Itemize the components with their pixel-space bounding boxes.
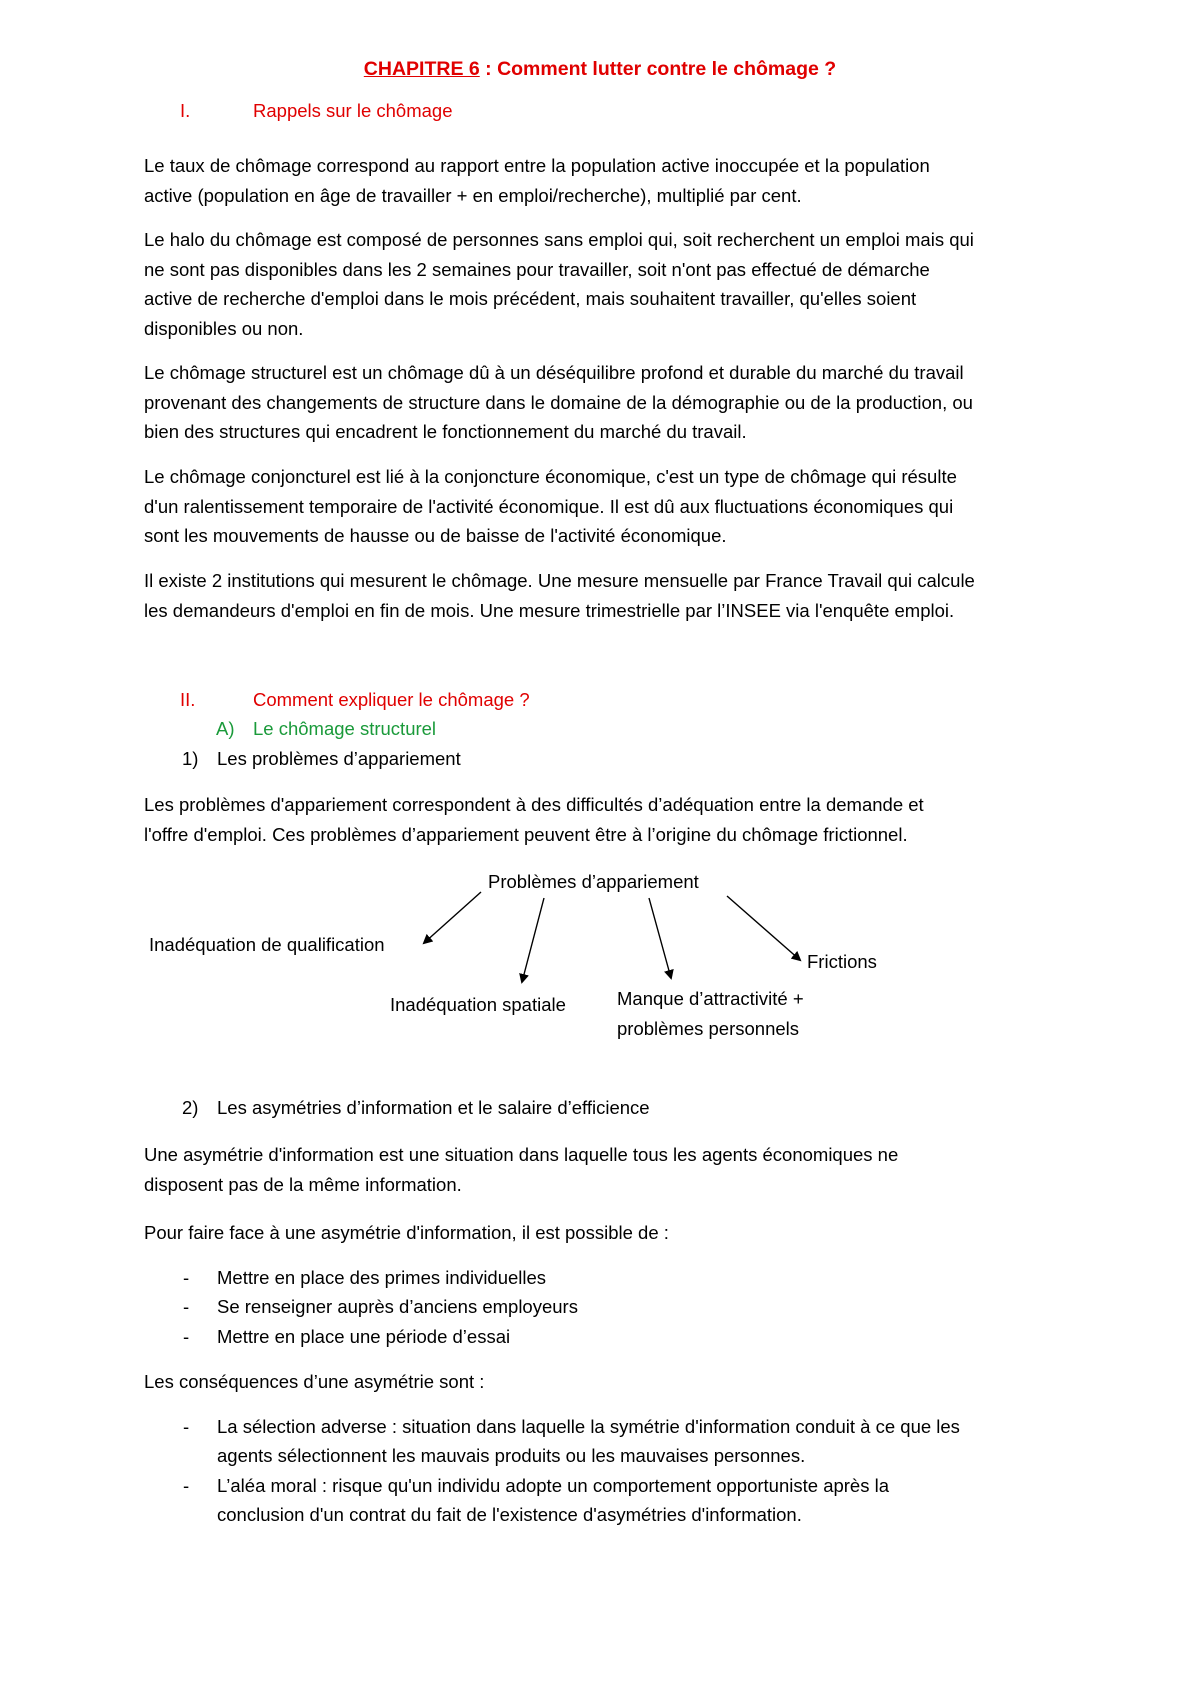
- diagram-root-label: Problèmes d’appariement: [488, 871, 699, 892]
- list-item-alea-moral: L’aléa moral : risque qu'un individu adopte un comportement opportuniste après la: [217, 1475, 890, 1496]
- subsection-a-heading: Le chômage structurel: [253, 718, 437, 739]
- list-bullet: -: [183, 1296, 190, 1317]
- paragraph-faire-face: Pour faire face à une asymétrie d'information, il est possible de :: [144, 1222, 669, 1243]
- list-item: Mettre en place une période d’essai: [217, 1326, 511, 1347]
- diagram-qualification-label: Inadéquation de qualification: [149, 934, 385, 955]
- list-item: Se renseigner auprès d’anciens employeurs: [217, 1296, 578, 1317]
- section-1-number: I.: [180, 100, 191, 121]
- paragraph-asymetrie: Une asymétrie d'information est une situation dans laquelle tous les agents économiques ne disposent pas de la même information.: [144, 1144, 899, 1195]
- arrow-to-attractivite: [649, 898, 671, 978]
- chapter-title-text: : Comment lutter contre le chômage ?: [479, 58, 837, 80]
- paragraph-consequences-intro: Les conséquences d’une asymétrie sont :: [144, 1371, 485, 1392]
- list-bullet: -: [183, 1475, 190, 1496]
- list-item-selection-adverse: La sélection adverse : situation dans laquelle la symétrie d'information conduit à ce que les: [217, 1416, 960, 1437]
- section-1-heading: Rappels sur le chômage: [253, 100, 453, 121]
- subsection-a-letter: A): [216, 718, 235, 739]
- section-2-number: II.: [180, 689, 196, 710]
- list-item: Mettre en place des primes individuelles: [217, 1267, 547, 1288]
- paragraph-chomage-conjoncturel: Le chômage conjoncturel est lié à la conjoncture économique, c'est un type de chômage qui résulte d'un ralentissement temporaire de l'activité économique. Il est dû aux fluctuations économiques qui sont les mouvements de hausse ou de baisse de l'activité économique.: [144, 466, 957, 546]
- item-1-heading: Les problèmes d’appariement: [217, 748, 461, 769]
- arrow-to-frictions: [727, 896, 800, 960]
- paragraph-chomage-structurel: Le chômage structurel est un chômage dû à un déséquilibre profond et durable du marché du travail provenant des changements de structure dans le domaine de la démographie ou de la production, ou bien des structures qui encadrent le fonctionnement du marché du travail.: [144, 362, 973, 442]
- paragraph-taux-chomage: Le taux de chômage correspond au rapport entre la population active inoccupée et la population active (population en âge de travailler + en emploi/recherche), multiplié par cent.: [144, 155, 930, 206]
- diagram-spatiale-label: Inadéquation spatiale: [390, 994, 566, 1015]
- list-bullet: -: [183, 1416, 190, 1437]
- section-2-heading: Comment expliquer le chômage ?: [253, 689, 530, 710]
- list-item-selection-adverse-cont: agents sélectionnent les mauvais produits ou les mauvaises personnes.: [217, 1445, 806, 1466]
- item-1-number: 1): [182, 748, 199, 769]
- diagram-attractivite-label-2: problèmes personnels: [617, 1018, 800, 1039]
- diagram-attractivite-label-1: Manque d’attractivité +: [617, 988, 804, 1009]
- arrow-to-spatiale: [522, 898, 544, 982]
- arrow-to-qualification: [424, 892, 481, 943]
- paragraph-appariement: Les problèmes d'appariement correspondent à des difficultés d’adéquation entre la demande et l'offre d'emploi. Ces problèmes d’appariement peuvent être à l’origine du chômage frictionnel.: [144, 794, 924, 845]
- paragraph-institutions: Il existe 2 institutions qui mesurent le chômage. Une mesure mensuelle par France Travail qui calcule les demandeurs d'emploi en fin de mois. Une mesure trimestrielle par l’INSEE via l'enquête emploi.: [144, 570, 975, 621]
- item-2-heading: Les asymétries d’information et le salaire d’efficience: [217, 1097, 650, 1118]
- paragraph-halo-chomage: Le halo du chômage est composé de personnes sans emploi qui, soit recherchent un emploi mais qui ne sont pas disponibles dans les 2 semaines pour travailler, soit n'ont pas effectué de démarche active de recherche d'emploi dans le mois précédent, mais souhaitent travailler, qu'elles soient disponibles ou non.: [144, 229, 974, 339]
- list-bullet: -: [183, 1267, 190, 1288]
- list-bullet: -: [183, 1326, 190, 1347]
- list-item-alea-moral-cont: conclusion d'un contrat du fait de l'existence d'asymétries d'information.: [217, 1504, 802, 1525]
- item-2-number: 2): [182, 1097, 199, 1118]
- chapter-number: CHAPITRE 6: [363, 58, 480, 80]
- diagram-frictions-label: Frictions: [807, 951, 877, 972]
